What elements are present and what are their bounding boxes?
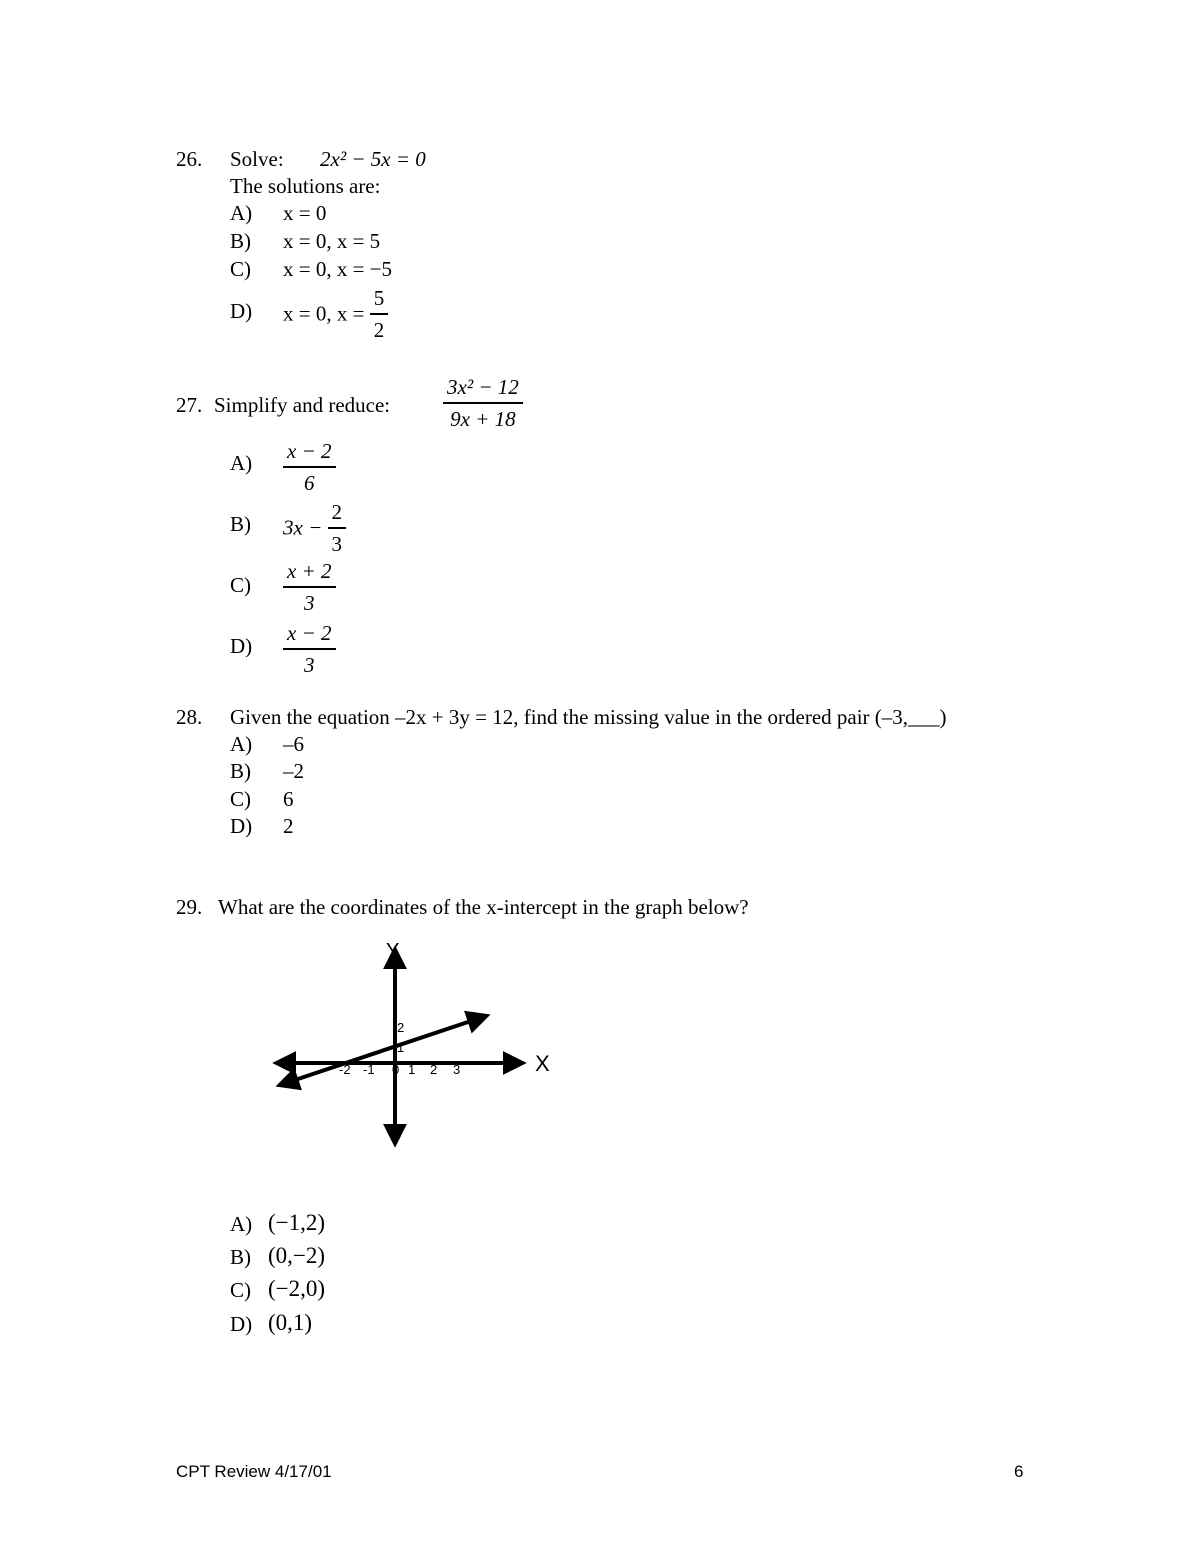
x-tick-label: -2 [339,1062,351,1077]
q28-option-a-text: –6 [283,732,304,756]
q27-option-c [283,556,336,618]
q27-prompt: Simplify and reduce: [214,393,391,417]
q29-prompt: What are the coordinates of the x-intercept in the graph below? [218,895,749,919]
x-tick-label: 3 [453,1062,461,1077]
q29-option-c-label: C) [230,1278,251,1302]
y-tick-label: 2 [397,1020,405,1035]
q27-number: 27. [176,393,203,417]
q26-option-a-label: A) [230,201,253,225]
q27-expression-numerator: 3x² − 12 [447,375,519,399]
q26-option-d [283,283,388,345]
q27-expression-fraction [443,372,523,434]
q26-option-d-numerator: 5 [373,286,385,310]
q26-option-d-fraction [370,283,389,345]
q27-option-d [283,618,336,680]
q27-option-c-fraction [283,556,336,618]
q26-option-c-label: C) [230,257,251,281]
q29-option-b-text: (0,−2) [268,1243,326,1268]
q26-option-b-text: x = 0, x = 5 [283,229,381,253]
x-axis-label: X [535,1051,550,1076]
q27-option-b-denominator: 3 [328,527,347,559]
q27-option-d-numerator: x − 2 [287,621,332,645]
q26-option-b-label: B) [230,229,251,253]
q27-option-c-denominator: 3 [283,586,336,618]
q27-expression [443,372,523,434]
q27-option-d-denominator: 3 [283,648,336,680]
q29-number: 29. [176,895,203,919]
q28-option-c-label: C) [230,787,251,811]
y-axis-label: Y [386,940,400,962]
q28-option-b-text: –2 [283,759,304,783]
x-tick-label: 1 [408,1062,416,1077]
x-tick-label: 2 [430,1062,438,1077]
q28-number: 28. [176,705,203,729]
q26-option-d-text: x = 0, x = [283,301,365,326]
q27-option-a [283,436,336,498]
q26-option-d-label: D) [230,299,253,323]
q29-option-c-text: (−2,0) [268,1276,326,1301]
q27-option-b-lead: 3x − [283,515,323,540]
y-tick-label: 1 [397,1040,405,1055]
q28-option-b-label: B) [230,759,251,783]
page-number: 6 [1014,1462,1024,1481]
q28-option-c-text: 6 [283,787,294,811]
q26-equation: 2x² − 5x = 0 [320,147,426,171]
q27-option-b [283,497,346,559]
q27-option-a-label: A) [230,451,253,475]
q27-option-c-label: C) [230,573,251,597]
q28-option-d-label: D) [230,814,253,838]
q27-option-b-fraction [328,497,347,559]
q27-option-a-numerator: x − 2 [287,439,332,463]
q29-option-d-text: (0,1) [268,1310,313,1335]
q27-option-d-label: D) [230,634,253,658]
q27-option-a-fraction [283,436,336,498]
q29-option-a-label: A) [230,1212,253,1236]
q28-option-a-label: A) [230,732,253,756]
q27-option-d-fraction [283,618,336,680]
q26-option-a-text: x = 0 [283,201,327,225]
q27-option-c-numerator: x + 2 [287,559,332,583]
q28-option-d-text: 2 [283,814,294,838]
q27-expression-denominator: 9x + 18 [443,402,523,434]
q27-option-b-label: B) [230,512,251,536]
q27-option-b-numerator: 2 [331,500,342,524]
x-tick-label: 0 [392,1062,400,1077]
x-tick-label: -1 [363,1062,375,1077]
q28-prompt: Given the equation –2x + 3y = 12, find the missing value in the ordered pair (–3,___) [230,705,947,729]
footer-left: CPT Review 4/17/01 [176,1462,332,1481]
q26-option-c-text: x = 0, x = −5 [283,257,393,281]
q29-option-b-label: B) [230,1245,251,1269]
q26-number: 26. [176,147,203,171]
q26-prompt: Solve: [230,147,284,171]
q26-subprompt: The solutions are: [230,174,381,198]
q26-option-d-denominator: 2 [370,313,389,345]
q29-option-d-label: D) [230,1312,253,1336]
q29-option-a-text: (−1,2) [268,1210,326,1235]
q29-graph [260,935,570,1155]
q27-option-a-denominator: 6 [283,466,336,498]
